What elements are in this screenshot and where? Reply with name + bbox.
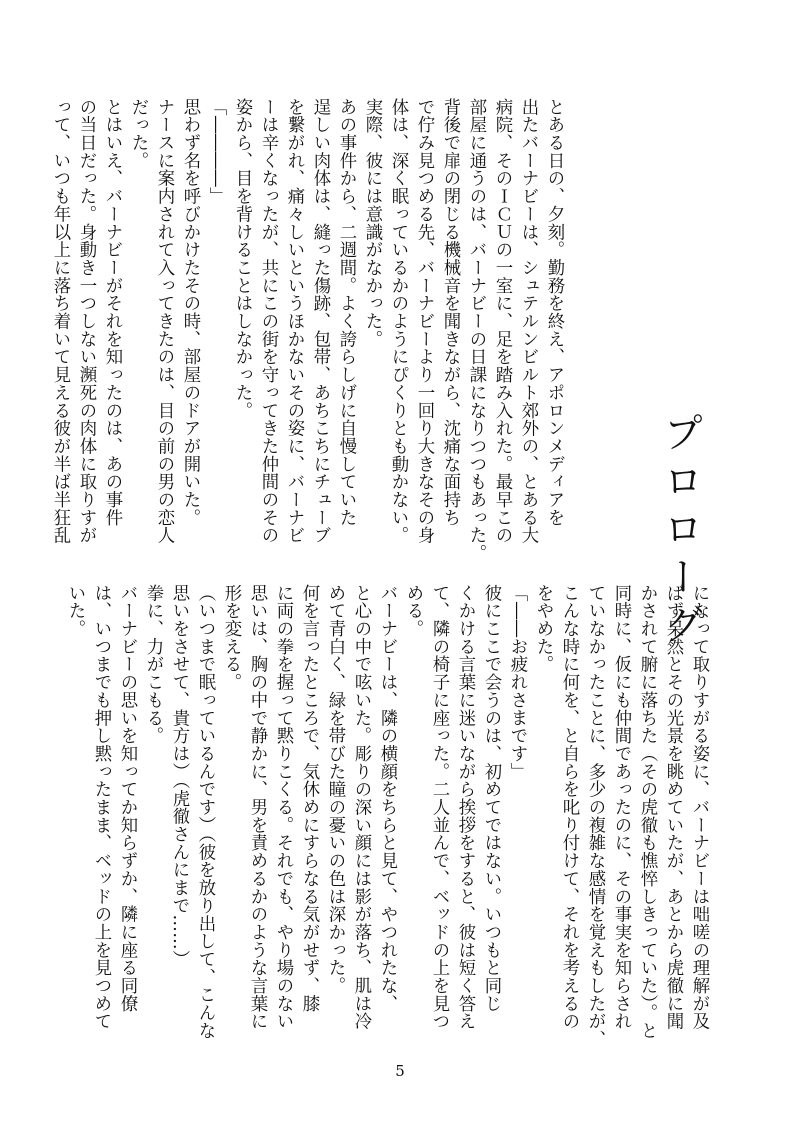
text-line: 病院、そのＩＣＵの一室に、足を踏み入れた。最早この	[492, 98, 512, 545]
text-line: 思わず名を呼びかけたその時、部屋のドアが開いた。	[180, 98, 200, 527]
text-line: バーナビーの思いを知ってか知らずか、隣に座る同僚	[117, 584, 137, 1013]
lower-text-block	[62, 584, 712, 1054]
text-line: 「――お疲れさまです」	[507, 584, 527, 781]
text-line: に両の拳を握って黙りこくる。それでも、やり場のない	[273, 584, 293, 1031]
text-line: 同時に、仮にも仲間であったのに、その事実を知らされ	[611, 584, 631, 1031]
text-line: ーは辛くなったが、共にこの街を守ってきた仲間のその	[258, 98, 278, 545]
text-line: かされて腑に落ちた（その虎徹も憔悴しきっていた）。と	[637, 584, 657, 1040]
text-line: めて青白く、緑を帯びた瞳の憂いの色は深かった。	[325, 584, 345, 995]
text-line: 出たバーナビーは、シュテルンビルト郊外の、とある大	[518, 98, 538, 545]
text-line: ばず呆然とその光景を眺めていたが、あとから虎徹に聞	[663, 584, 683, 1031]
text-line: て、隣の椅子に座った。二人並んで、ベッドの上を見つ	[429, 584, 449, 1031]
text-line: 部屋に通うのは、バーナビーの日課になりつつもあった。	[466, 98, 486, 563]
text-line: 拳に、力がこもる。	[143, 584, 163, 745]
text-line: を繋がれ、痛々しいというほかないその姿に、バーナビ	[284, 98, 304, 545]
text-line: くかける言葉に迷いながら挨拶をすると、彼は短く答え	[455, 584, 475, 1031]
text-line: あの事件から、二週間。よく誇らしげに自慢していた	[336, 98, 356, 527]
text-line: いた。	[65, 584, 85, 638]
text-line: バーナビーは、隣の横顔をちらと見て、やつれたな、	[377, 584, 397, 1013]
text-line: 「――――」	[206, 98, 226, 206]
text-line: で佇み見つめる先、バーナビーより一回り大きなその身	[414, 98, 434, 545]
text-line: の当日だった。身動き一つしない瀕死の肉体に取りすが	[76, 98, 96, 545]
text-line: って、いつも年以上に落ち着いて見える彼が半ば半狂乱	[50, 98, 70, 545]
text-line: 背後で扉の閉じる機械音を聞きながら、沈痛な面持ち	[440, 98, 460, 527]
text-line: をやめた。	[533, 584, 553, 674]
text-line: だった。	[128, 98, 148, 170]
text-line: 実際、彼には意識がなかった。	[362, 98, 382, 348]
upper-text-block	[47, 98, 567, 578]
text-line: ていなかったことに、多少の複雑な感情を覚えもしたが、	[585, 584, 605, 1049]
text-line: は、いつまでも押し黙ったまま、ベッドの上を見つめて	[91, 584, 111, 1031]
text-line: と心の中で呟いた。彫りの深い顔には影が落ち、肌は冷	[351, 584, 371, 1031]
text-line: とはいえ、バーナビーがそれを知ったのは、あの事件	[102, 98, 122, 527]
text-line: 彼にここで会うのは、初めてではない。いつもと同じ	[481, 584, 501, 1013]
chapter-title: プロローグ	[657, 412, 703, 652]
text-line: 思いをさせて、貴方は）（虎徹さんにまで……）	[169, 584, 189, 968]
text-line: になって取りすがる姿に、バーナビーは咄嗟の理解が及	[689, 584, 709, 1031]
text-line: 逞しい肉体は、縫った傷跡、包帯、あちこちにチューブ	[310, 98, 330, 545]
text-line: （いつまで眠っているんです）（彼を放り出して、こんな	[195, 584, 215, 1040]
text-line: 体は、深く眠っているかのようにぴくりとも動かない。	[388, 98, 408, 545]
text-line: 思いは、胸の中で静かに、男を責めるかのような言葉に	[247, 584, 267, 1031]
page-number: 5	[395, 1062, 405, 1080]
text-line: 形を変える。	[221, 584, 241, 692]
text-line: こんな時に何を、と自らを叱り付けて、それを考えるの	[559, 584, 579, 1031]
text-line: める。	[403, 584, 423, 638]
text-line: とある日の、夕刻。勤務を終え、アポロンメディアを	[544, 98, 564, 527]
text-line: 何を言ったところで、気休めにすらなる気がせず、膝	[299, 584, 319, 1013]
text-line: ナースに案内されて入ってきたのは、目の前の男の恋人	[154, 98, 174, 545]
text-line: 姿から、目を背けることはしなかった。	[232, 98, 252, 420]
